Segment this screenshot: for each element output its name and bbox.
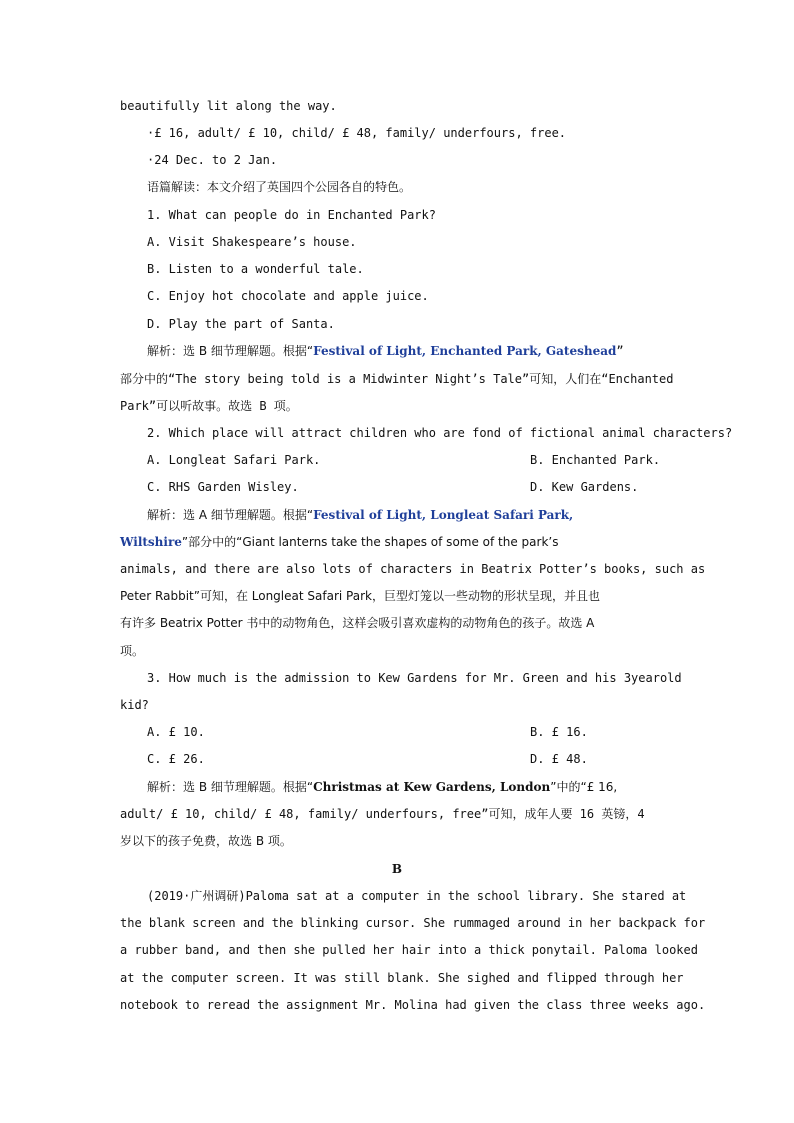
q3-option-row1 xyxy=(147,724,712,740)
q3-exp-prefix: 解析：选 B 细节理解题。根据“ xyxy=(147,780,314,794)
q3-stem-cont: kid? xyxy=(120,698,149,712)
q2-explanation xyxy=(147,507,712,523)
q3-exp-suffix: ”中的“£ 16, xyxy=(550,780,618,794)
q2-exp-highlight: Festival of Light, Longleat Safari Park, xyxy=(313,508,574,522)
q2-option-c: C. RHS Garden Wisley. xyxy=(147,480,299,494)
passage-summary: 语篇解读：本文介绍了英国四个公园各自的特色。 xyxy=(147,180,412,194)
q2-option-b: B. Enchanted Park. xyxy=(530,453,661,467)
passage-a-last-line: beautifully lit along the way. xyxy=(120,99,337,113)
q1-exp-prefix: 解析：选 B 细节理解题。根据“ xyxy=(147,344,314,358)
q2-option-d: D. Kew Gardens. xyxy=(530,480,639,494)
q2-exp-prefix: 解析：选 A 细节理解题。根据“ xyxy=(147,508,314,522)
q3-stem: 3. How much is the admission to Kew Gardens for Mr. Green and his 3yearold xyxy=(147,671,682,685)
q3-option-a: A. £ 10. xyxy=(147,725,205,739)
q3-option-c: C. £ 26. xyxy=(147,752,205,766)
q1-option-c: C. Enjoy hot chocolate and apple juice. xyxy=(147,289,429,303)
q1-explanation-line2: 部分中的“The story being told is a Midwinter Night’s Tale”可知，人们在“Enchanted xyxy=(120,372,674,386)
q2-explanation-line3: animals, and there are also lots of characters in Beatrix Potter’s books, such as xyxy=(120,562,706,576)
q2-exp-line2-text: ”部分中的“Giant lanterns take the shapes of some of the park’s xyxy=(181,535,559,549)
q1-option-a: A. Visit Shakespeare’s house. xyxy=(147,235,357,249)
q3-option-b: B. £ 16. xyxy=(530,725,588,739)
q2-explanation-line6: 项。 xyxy=(120,644,145,658)
passage-b-line1: (2019·广州调研)Paloma sat at a computer in the school library. She stared at xyxy=(147,889,687,903)
passage-b-line3: a rubber band, and then she pulled her hair into a thick ponytail. Paloma looked xyxy=(120,943,698,957)
q2-exp-highlight-cont: Wiltshire xyxy=(120,535,182,549)
q2-option-row1 xyxy=(147,452,712,468)
price-info: ·£ 16, adult/ £ 10, child/ £ 48, family/ underfours, free. xyxy=(147,126,567,140)
q2-option-row2 xyxy=(147,479,712,495)
q3-explanation-line2: adult/ £ 10, child/ £ 48, family/ underfours, free”可知，成年人要 16 英镑，4 xyxy=(120,807,645,821)
q1-stem: 1. What can people do in Enchanted Park? xyxy=(147,208,436,222)
passage-b-line5: notebook to reread the assignment Mr. Molina had given the class three weeks ago. xyxy=(120,998,706,1012)
q2-explanation-line4: Peter Rabbit”可知，在 Longleat Safari Park，巨型灯笼以一些动物的形状呈现，并且也 xyxy=(120,589,600,603)
q3-option-row2 xyxy=(147,751,712,767)
q2-explanation-line5: 有许多 Beatrix Potter 书中的动物角色，这样会吸引喜欢虚构的动物角色的孩子。故选 A xyxy=(120,616,595,630)
section-heading-b: B xyxy=(391,862,403,876)
q2-option-a: A. Longleat Safari Park. xyxy=(147,453,321,467)
q3-explanation-line3: 岁以下的孩子免费，故选 B 项。 xyxy=(120,834,292,848)
q3-exp-highlight: Christmas at Kew Gardens, London xyxy=(313,780,551,794)
q3-explanation xyxy=(147,779,712,795)
q2-stem: 2. Which place will attract children who are fond of fictional animal characters? xyxy=(147,426,733,440)
q1-option-d: D. Play the part of Santa. xyxy=(147,317,335,331)
q1-exp-highlight: Festival of Light, Enchanted Park, Gateshead xyxy=(313,344,617,358)
passage-b-line4: at the computer screen. It was still blank. She sighed and flipped through her xyxy=(120,971,684,985)
q1-explanation-line3: Park”可以听故事。故选 B 项。 xyxy=(120,399,298,413)
q1-exp-suffix: ” xyxy=(616,344,624,358)
q1-option-b: B. Listen to a wonderful tale. xyxy=(147,262,364,276)
passage-b-line2: the blank screen and the blinking cursor. She rummaged around in her backpack for xyxy=(120,916,706,930)
date-info: ·24 Dec. to 2 Jan. xyxy=(147,153,278,167)
q3-option-d: D. £ 48. xyxy=(530,752,588,766)
q1-explanation xyxy=(147,343,712,359)
q2-explanation-line2 xyxy=(120,534,712,550)
